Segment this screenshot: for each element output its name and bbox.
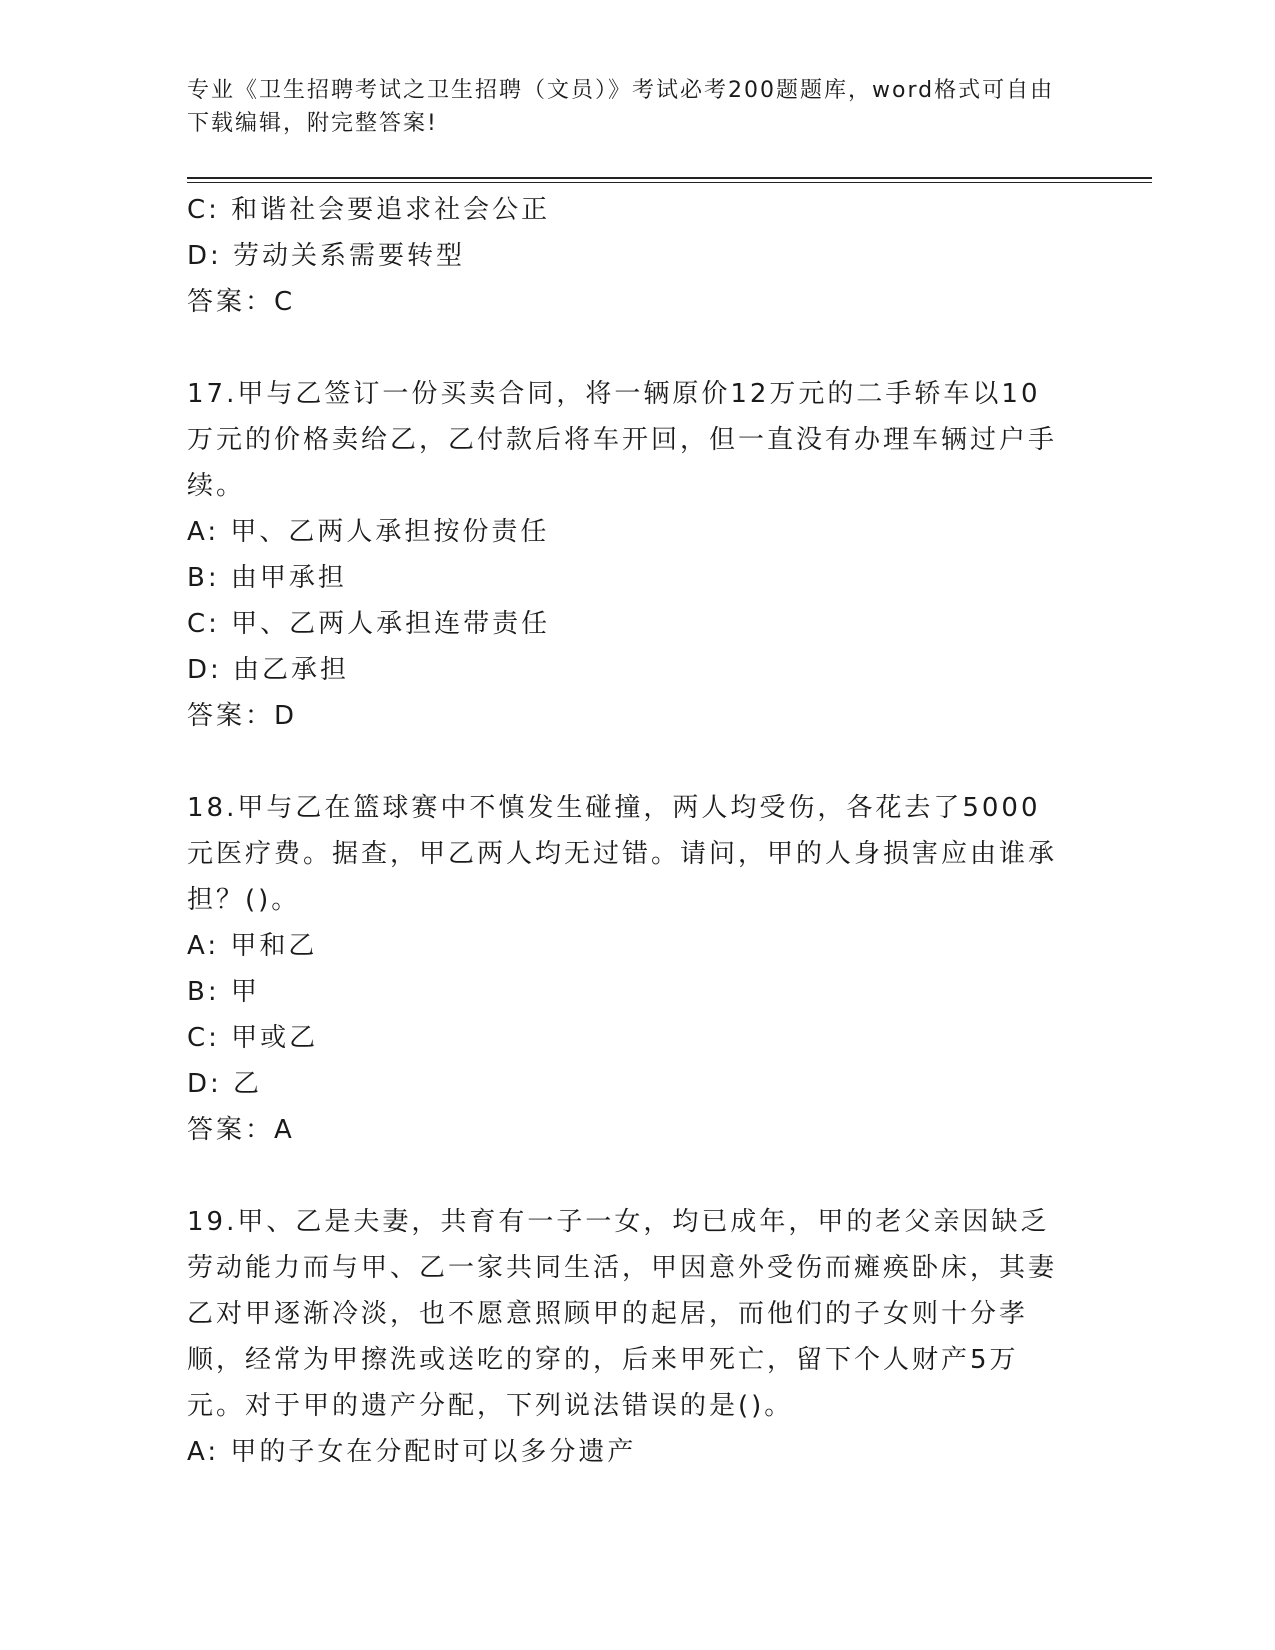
question-19 [187, 1199, 1067, 1475]
option-c: C: 甲、乙两人承担连带责任 [187, 609, 551, 639]
spacer [187, 325, 1067, 371]
document-header: 专业《卫生招聘考试之卫生招聘（文员）》考试必考200题题库，word格式可自由下载编辑，附完整答案! [187, 78, 1055, 136]
header-divider-thick [187, 177, 1152, 179]
answer-line: 答案：D [187, 701, 298, 731]
question-18 [187, 785, 1067, 1153]
question-stem: 17.甲与乙签订一份买卖合同，将一辆原价12万元的二手轿车以10万元的价格卖给乙，乙付款后将车开回，但一直没有办理车辆过户手续。 [187, 379, 1058, 501]
question-content [187, 187, 1067, 1475]
option-c: C: 和谐社会要追求社会公正 [187, 195, 551, 225]
question-stem: 18.甲与乙在篮球赛中不慎发生碰撞，两人均受伤，各花去了5000元医疗费。据查，甲乙两人均无过错。请问，甲的人身损害应由谁承担？()。 [187, 793, 1058, 915]
option-d: D: 乙 [187, 1069, 263, 1099]
question-16-tail [187, 187, 1067, 325]
option-a: A: 甲的子女在分配时可以多分遗产 [187, 1437, 637, 1467]
option-d: D: 劳动关系需要转型 [187, 241, 466, 271]
option-a: A: 甲、乙两人承担按份责任 [187, 517, 550, 547]
answer-line: 答案：A [187, 1115, 295, 1145]
spacer [187, 739, 1067, 785]
option-b: B: 由甲承担 [187, 563, 347, 593]
option-c: C: 甲或乙 [187, 1023, 319, 1053]
answer-line: 答案：C [187, 287, 296, 317]
spacer [187, 1153, 1067, 1199]
question-17 [187, 371, 1067, 739]
option-a: A: 甲和乙 [187, 931, 318, 961]
option-d: D: 由乙承担 [187, 655, 350, 685]
question-stem: 19.甲、乙是夫妻，共育有一子一女，均已成年，甲的老父亲因缺乏劳动能力而与甲、乙一家共同生活，甲因意外受伤而瘫痪卧床，其妻乙对甲逐渐冷淡，也不愿意照顾甲的起居，而他们的子女则十分孝顺，经常为甲擦洗或送吃的穿的，后来甲死亡，留下个人财产5万元。对于甲的遗产分配，下列说法错误的是()。 [187, 1207, 1058, 1421]
header-divider-thin [187, 182, 1152, 183]
option-b: B: 甲 [187, 977, 260, 1007]
